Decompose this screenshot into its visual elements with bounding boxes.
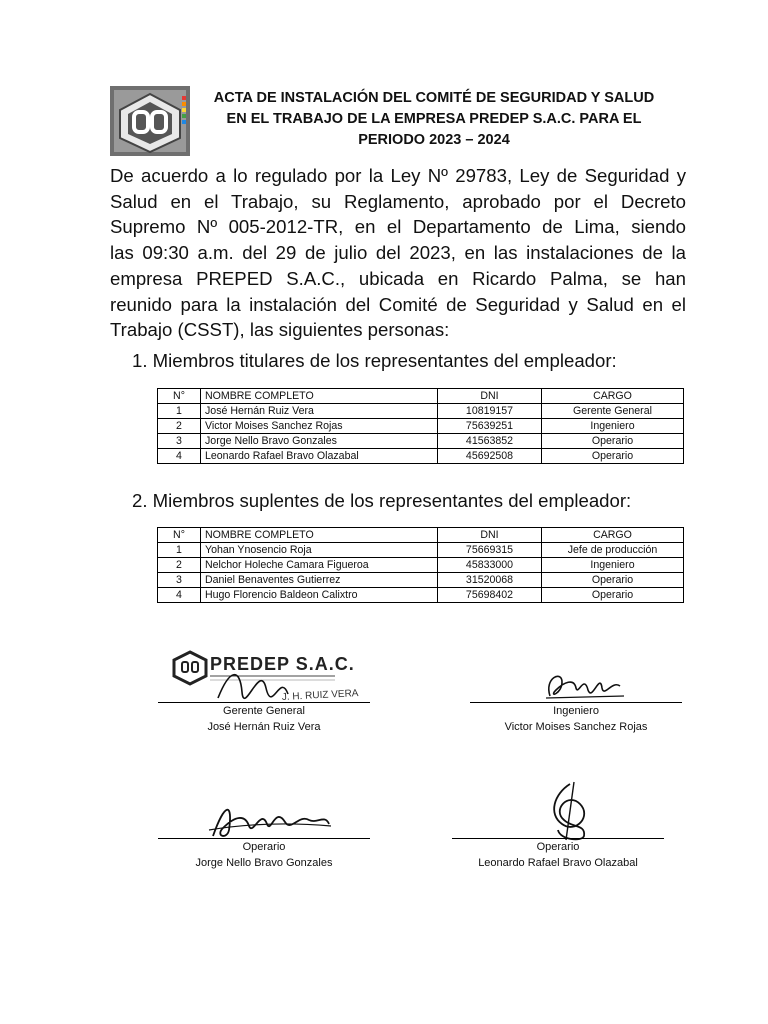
intro-line: Supremo Nº 005-2012-TR, en el Departamento de Lima, siendo [110, 216, 686, 238]
signature-name: José Hernán Ruiz Vera [207, 721, 321, 733]
column-header: CARGO [542, 528, 684, 543]
intro-line: Salud en el Trabajo, su Reglamento, aprobado por el Decreto [110, 190, 686, 212]
handwritten-signature [540, 668, 630, 704]
title-line: ACTA DE INSTALACIÓN DEL COMITÉ DE SEGURIDAD Y SALUD [213, 90, 655, 106]
cell-number: 1 [158, 543, 201, 558]
company-logo [110, 86, 190, 156]
table-row [158, 449, 684, 464]
cell-dni: 75639251 [438, 419, 542, 434]
cell-cargo: Operario [542, 434, 684, 449]
cell-dni: 75698402 [438, 588, 542, 603]
predep-logo-icon [110, 86, 190, 156]
column-header: CARGO [542, 389, 684, 404]
table-row [158, 588, 684, 603]
signature-role: Operario [242, 841, 286, 853]
column-header: N° [158, 528, 201, 543]
cell-dni: 41563852 [438, 434, 542, 449]
svg-text:PREDEP S.A.C.: PREDEP S.A.C. [210, 654, 355, 674]
cell-name: Hugo Florencio Baldeon Calixtro [201, 588, 438, 603]
handwritten-signature [540, 780, 600, 844]
cell-dni: 45692508 [438, 449, 542, 464]
cell-name: Yohan Ynosencio Roja [201, 543, 438, 558]
intro-line: las 09:30 a.m. del 29 de julio del 2023, en las instalaciones de la [110, 242, 686, 264]
cell-cargo: Ingeniero [542, 419, 684, 434]
cell-name: Victor Moises Sanchez Rojas [201, 419, 438, 434]
cell-name: Nelchor Holeche Camara Figueroa [201, 558, 438, 573]
cell-dni: 45833000 [438, 558, 542, 573]
table-row [158, 573, 684, 588]
cell-name: José Hernán Ruiz Vera [201, 404, 438, 419]
intro-line: Trabajo (CSST), las siguientes personas: [110, 319, 450, 341]
cell-dni: 75669315 [438, 543, 542, 558]
table-row [158, 558, 684, 573]
signature-name: Jorge Nello Bravo Gonzales [195, 857, 333, 869]
svg-text:J. H. RUIZ VERA: J. H. RUIZ VERA [281, 687, 359, 703]
signature-name: Leonardo Rafael Bravo Olazabal [478, 857, 638, 869]
cell-dni: 31520068 [438, 573, 542, 588]
cell-number: 4 [158, 588, 201, 603]
cell-cargo: Ingeniero [542, 558, 684, 573]
titulares-table [157, 388, 684, 464]
signature-block [452, 838, 664, 871]
cell-number: 4 [158, 449, 201, 464]
cell-number: 2 [158, 558, 201, 573]
cell-cargo: Gerente General [542, 404, 684, 419]
cell-dni: 10819157 [438, 404, 542, 419]
title-line: EN EL TRABAJO DE LA EMPRESA PREDEP S.A.C. PARA EL [226, 111, 642, 127]
cell-cargo: Operario [542, 588, 684, 603]
signature-block [158, 702, 370, 735]
cell-number: 3 [158, 434, 201, 449]
table-header-row [158, 389, 684, 404]
suplentes-table [157, 527, 684, 603]
cell-name: Daniel Benaventes Gutierrez [201, 573, 438, 588]
table-row [158, 543, 684, 558]
cell-cargo: Operario [542, 449, 684, 464]
signature-role: Ingeniero [553, 705, 599, 717]
intro-line: empresa PREPED S.A.C., ubicada en Ricardo Palma, se han [110, 267, 686, 289]
cell-name: Leonardo Rafael Bravo Olazabal [201, 449, 438, 464]
signature-block [158, 838, 370, 871]
table-row [158, 404, 684, 419]
cell-number: 3 [158, 573, 201, 588]
cell-number: 1 [158, 404, 201, 419]
cell-number: 2 [158, 419, 201, 434]
document-title [196, 88, 672, 151]
intro-line: reunido para la instalación del Comité de Seguridad y Salud en el [110, 293, 686, 315]
column-header: N° [158, 389, 201, 404]
column-header: NOMBRE COMPLETO [201, 528, 438, 543]
column-header: DNI [438, 389, 542, 404]
column-header: DNI [438, 528, 542, 543]
intro-line: De acuerdo a lo regulado por la Ley Nº 29783, Ley de Seguridad y [110, 165, 686, 186]
signature-name: Victor Moises Sanchez Rojas [504, 721, 648, 733]
cell-cargo: Jefe de producción [542, 543, 684, 558]
company-stamp-signature [170, 648, 370, 706]
intro-paragraph [110, 163, 686, 343]
signature-role: Operario [536, 841, 580, 853]
table-row [158, 419, 684, 434]
signature-block [470, 702, 682, 735]
title-line: PERIODO 2023 – 2024 [358, 132, 510, 148]
cell-name: Jorge Nello Bravo Gonzales [201, 434, 438, 449]
column-header: NOMBRE COMPLETO [201, 389, 438, 404]
cell-cargo: Operario [542, 573, 684, 588]
signature-role: Gerente General [223, 705, 305, 717]
section-heading-titulares: 1. Miembros titulares de los representantes del empleador: [132, 350, 617, 371]
section-heading-suplentes: 2. Miembros suplentes de los representantes del empleador: [132, 490, 632, 511]
table-header-row [158, 528, 684, 543]
handwritten-signature [205, 800, 335, 842]
table-row [158, 434, 684, 449]
